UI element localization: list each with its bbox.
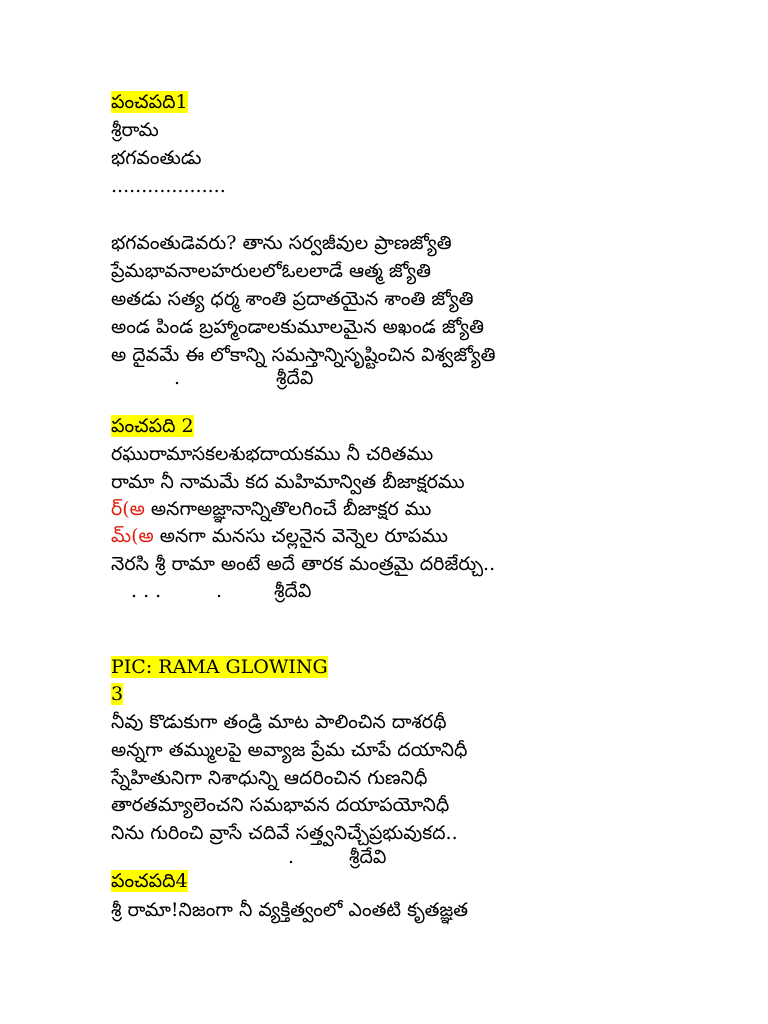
poem1-line-5: అ దైవమే ఈ లోకాన్ని సమస్తాన్నిసృష్టించిన విశ్వజ్యోతి [111,344,496,366]
poem2-line-3-red: ర్(అ [111,498,145,520]
poem1-subtitle-2: భగవంతుడు [111,147,202,169]
poem3-signature: శ్రీదేవి [349,846,387,868]
poem1-signature: శ్రీదేవి [276,367,314,389]
poem2-signature: శ్రీదేవి [274,580,312,602]
poem2-line-4-red: మ్(అ [111,525,154,547]
poem2-signature-dot: . [216,580,223,602]
poem1-dots: ................... [111,175,226,197]
poem2-line-3-rest: అనగాఅజ్ఞానాన్నితొలగించే బీజాక్షర ము [144,498,432,520]
poem3-number [111,682,123,706]
poem2-line-4 [111,524,448,548]
poem1-line-4: అండ పిండ బ్రహ్మాండాలకుమూలమైన అఖండ జ్యోతి [111,316,484,338]
poem1-line-1: భగవంతుడెవరు? తాను సర్వజీవుల ప్రాణజ్యోతి [111,232,452,254]
poem4-line-1: శ్రీ రామా!నిజంగా నీ వ్యక్తిత్వంలో ఎంతటి కృతజ్ఞత [111,899,469,921]
poem2-line-4-rest: అనగా మనసు చల్లనైన వెన్నెల రూపము [153,525,448,547]
poem2-line-1: రఘురామాసకలశుభదాయకము నీ చరితము [111,443,434,465]
poem3-signature-dot: . [288,846,295,868]
poem2-line-2: రామా నీ నామమే కద మహిమాన్విత బీజాక్షరము [111,471,465,493]
poem2-line-3 [111,497,431,521]
poem1-signature-dot: . [174,367,181,389]
poem2-heading [111,414,194,438]
poem1-heading [111,90,188,114]
poem2-heading-text: పంచపది 2 [111,415,194,437]
poem3-line-3: స్నేహితునిగా నిశాధున్ని ఆదరించిన గుణనిధీ [111,767,428,789]
poem1-line-2: ప్రేమభావనాలహరులలోఓలలాడే ఆత్మ జ్యోతి [111,260,431,282]
poem3-line-4: తారతమ్యాలెంచని సమభావన దయాపయోనిధీ [111,794,450,816]
poem3-line-2: అన్నగా తమ్ములపై అవ్యాజ ప్రేమ చూపే దయానిధీ [111,739,468,761]
poem3-number-text: 3 [111,683,124,705]
poem1-line-3: అతడు సత్య ధర్మ శాంతి ప్రదాతయైన శాంతి జ్యోతి [111,288,474,310]
poem4-heading [111,869,188,893]
poem1-subtitle-1: శ్రీరామ [111,119,159,141]
poem1-heading-text: పంచపది1 [111,91,188,113]
poem3-line-5: నిను గురించి వ్రాసే చదివే సత్త్వనిచ్చేప్రభువుకద.. [111,822,458,844]
poem3-line-1: నీవు కొడుకుగా తండ్రి మాట పాలించిన దాశరథీ [111,711,447,733]
pic-label [111,655,328,679]
poem2-signature-dots: . . . [131,580,162,602]
poem4-heading-text: పంచపది4 [111,870,188,892]
pic-label-text: PIC: RAMA GLOWING [111,656,328,678]
poem2-line-5: నెరసి శ్రీ రామా అంటే అదే తారక మంత్రమై దరిజేర్చు.. [111,553,496,575]
